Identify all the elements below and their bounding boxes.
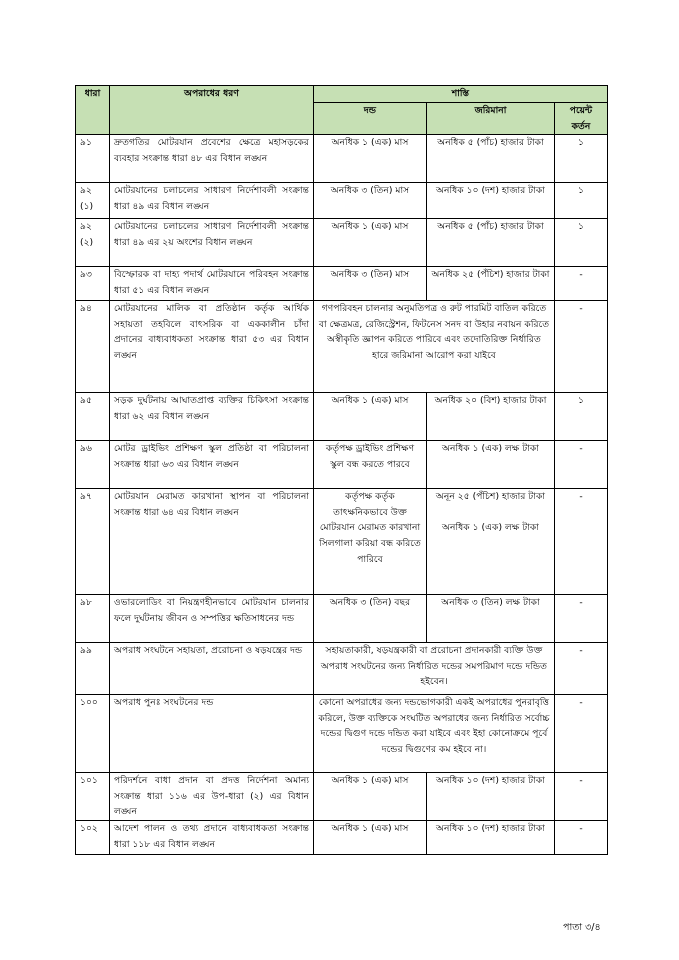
offense-cell: মোটরযান মেরামত কারখানা স্থাপন বা পরিচালনা সংক্রান্ত ধারা ৬৪ এর বিধান লঙ্ঘন bbox=[110, 489, 314, 595]
section-cell: ৯১ bbox=[76, 135, 110, 183]
offense-cell: মোটরযানের চলাচলের সাধারণ নির্দেশাবলী সংক্রান্ত ধারা ৪৯ এর ২য় অংশের বিধান লঙ্ঘন bbox=[110, 219, 314, 267]
table-row bbox=[76, 695, 608, 773]
points-cell: - bbox=[555, 441, 608, 489]
section-cell: ৯৯ bbox=[76, 643, 110, 695]
points-cell: - bbox=[555, 773, 608, 821]
page-number: পাতা ৩/৪ bbox=[563, 922, 601, 933]
section-cell: ৯৬ bbox=[76, 441, 110, 489]
offense-cell: পরিদর্শনে বাধা প্রদান বা প্রদত্ত নির্দেশনা অমান্য সংক্রান্ত ধারা ১১৬ এর উপ-ধারা (২) এর বিধান লঙ্ঘন bbox=[110, 773, 314, 821]
penalty-table bbox=[75, 85, 608, 855]
fine-cell: অনধিক ৫ (পাঁচ) হাজার টাকা bbox=[427, 219, 555, 267]
fine-cell: অনধিক ২০ (বিশ) হাজার টাকা bbox=[427, 393, 555, 441]
table-row bbox=[76, 267, 608, 301]
merged-penalty-cell: কোনো অপরাধের জন্য দন্ডভোগকারী একই অপরাধের পুনরাবৃত্তি করিলে, উক্ত ব্যক্তিকে সংঘটিত অপরাধের জন্য নির্ধারিত সর্বোচ্চ দন্ডের দ্বিগুণ দন্ডে দন্ডিত করা যাইবে এবং ইহা কোনোক্রমে পূর্বে দন্ডের দ্বিগুণের কম হইবে না। bbox=[314, 695, 555, 773]
fine-cell: অনধিক ১০ (দশ) হাজার টাকা bbox=[427, 183, 555, 219]
points-cell: - bbox=[555, 695, 608, 773]
table-row bbox=[76, 595, 608, 643]
merged-penalty-cell: গণপরিবহন চালনার অনুমতিপত্র ও রুট পারমিট বাতিল করিতে বা ক্ষেত্রমত্র, রেজিস্ট্রেশন, ফিটনেস সনদ বা উহার নবায়ন করিতে অস্বীকৃতি জ্ঞাপন করিতে পারিবে এবং তদোতিরিক্ত নির্ধারিত হারে জরিমানা আরোপ করা যাইবে bbox=[314, 301, 555, 393]
fine-cell: অনধিক ১ (এক) লক্ষ টাকা bbox=[427, 441, 555, 489]
header-fine: জরিমানা bbox=[427, 103, 555, 135]
section-cell: ৯৮ bbox=[76, 595, 110, 643]
offense-cell: মোটর ড্রাইভিং প্রশিক্ষণ স্কুল প্রতিষ্ঠা বা পরিচালনা সংক্রান্ত ধারা ৬৩ এর বিধান লঙ্ঘন bbox=[110, 441, 314, 489]
table-row bbox=[76, 773, 608, 821]
offense-cell: মোটরযানের মালিক বা প্রতিষ্ঠান কর্তৃক আর্থিক সহায়তা তহবিলে বাৎসরিক বা এককালীন চাঁদা প্রদানের বাধ্যবাধকতা সংক্রান্ত ধারা ৫৩ এর বিধান লঙ্ঘন bbox=[110, 301, 314, 393]
offense-cell: দ্রুতগতির মোটরযান প্রবেশের ক্ষেত্রে মহাসড়কের ব্যবহার সংক্রান্ত ধারা ৪৮ এর বিধান লঙ্ঘন bbox=[110, 135, 314, 183]
section-cell: ৯৪ bbox=[76, 301, 110, 393]
offense-cell: অপরাধ সংঘটনে সহায়তা, প্ররোচনা ও ষড়যন্ত্রের দন্ড bbox=[110, 643, 314, 695]
table-row bbox=[76, 135, 608, 183]
table-row bbox=[76, 219, 608, 267]
section-cell: ৯২ (১) bbox=[76, 183, 110, 219]
imprisonment-cell: অনধিক ১ (এক) মাস bbox=[314, 135, 427, 183]
fine-minimum: অনূন ২৫ (পঁচিশ) হাজার টাকা bbox=[435, 491, 546, 503]
points-cell: - bbox=[555, 821, 608, 855]
fine-cell: অনধিক ৩ (তিন) লক্ষ টাকা bbox=[427, 595, 555, 643]
offense-cell: অপরাধ পুনঃ সংঘটনের দন্ড bbox=[110, 695, 314, 773]
points-cell: ১ bbox=[555, 219, 608, 267]
points-cell: - bbox=[555, 489, 608, 595]
fine-cell: অনধিক ২৫ (পঁচিশ) হাজার টাকা bbox=[427, 267, 555, 301]
section-cell: ৯৩ bbox=[76, 267, 110, 301]
section-cell: ১০০ bbox=[76, 695, 110, 773]
imprisonment-cell: অনধিক ১ (এক) মাস bbox=[314, 393, 427, 441]
imprisonment-cell: অনধিক ৩ (তিন) বছর bbox=[314, 595, 427, 643]
fine-maximum: অনধিক ১ (এক) লক্ষ টাকা bbox=[442, 521, 539, 533]
offense-cell: আদেশ পালন ও তথ্য প্রদানে বাধ্যবাধকতা সংক্রান্ত ধারা ১১৮ এর বিধান লঙ্ঘন bbox=[110, 821, 314, 855]
imprisonment-cell: কর্তৃপক্ষ কর্তৃক তাৎক্ষনিকভাবে উক্ত মোটরযান মেরামত কারখানা সিলগালা করিয়া বন্ধ করিতে পারিবে bbox=[314, 489, 427, 595]
header-section: ধারা bbox=[76, 86, 110, 135]
header-offense-type: অপরাধের ধরণ bbox=[110, 86, 314, 135]
imprisonment-cell: অনধিক ১ (এক) মাস bbox=[314, 821, 427, 855]
table-row bbox=[76, 489, 608, 595]
section-cell: ৯২ (২) bbox=[76, 219, 110, 267]
table-row bbox=[76, 301, 608, 393]
imprisonment-cell: অনধিক ১ (এক) মাস bbox=[314, 773, 427, 821]
header-point-deduction: পয়েন্ট কর্তন bbox=[555, 103, 608, 135]
imprisonment-cell: অনধিক ৩ (তিন) মাস bbox=[314, 183, 427, 219]
points-cell: - bbox=[555, 643, 608, 695]
points-cell: ১ bbox=[555, 135, 608, 183]
imprisonment-cell: কর্তৃপক্ষ ড্রাইভিং প্রশিক্ষণ স্কুল বন্ধ করতে পারবে bbox=[314, 441, 427, 489]
fine-cell: অনধিক ১০ (দশ) হাজার টাকা bbox=[427, 773, 555, 821]
header-penalty: শাস্তি bbox=[314, 86, 608, 103]
table-row bbox=[76, 393, 608, 441]
offense-cell: বিস্ফোরক বা দাহ্য পদার্থ মোটরযানে পরিবহন সংক্রান্ত ধারা ৫১ এর বিধান লঙ্ঘন bbox=[110, 267, 314, 301]
offense-cell: সড়ক দুর্ঘটনায় আঘাতপ্রাপ্ত ব্যক্তির চিকিৎসা সংক্রান্ত ধারা ৬২ এর বিধান লঙ্ঘন bbox=[110, 393, 314, 441]
imprisonment-cell: অনধিক ৩ (তিন) মাস bbox=[314, 267, 427, 301]
points-cell: - bbox=[555, 267, 608, 301]
imprisonment-cell: অনধিক ১ (এক) মাস bbox=[314, 219, 427, 267]
table-row bbox=[76, 643, 608, 695]
table-row bbox=[76, 821, 608, 855]
offense-cell: মোটরযানের চলাচলের সাধারণ নির্দেশাবলী সংক্রান্ত ধারা ৪৯ এর বিধান লঙ্ঘন bbox=[110, 183, 314, 219]
fine-cell: অনধিক ১০ (দশ) হাজার টাকা bbox=[427, 821, 555, 855]
points-cell: ১ bbox=[555, 183, 608, 219]
fine-cell: অনধিক ৫ (পাঁচ) হাজার টাকা bbox=[427, 135, 555, 183]
table-row bbox=[76, 441, 608, 489]
header-imprisonment: দন্ড bbox=[314, 103, 427, 135]
section-cell: ৯৭ bbox=[76, 489, 110, 595]
points-cell: ১ bbox=[555, 393, 608, 441]
section-cell: ৯৫ bbox=[76, 393, 110, 441]
section-cell: ১০২ bbox=[76, 821, 110, 855]
section-cell: ১০১ bbox=[76, 773, 110, 821]
points-cell: - bbox=[555, 301, 608, 393]
offense-cell: ওভারলোডিং বা নিয়ন্ত্রণহীনভাবে মোটরযান চালনার ফলে দুর্ঘটনায় জীবন ও সম্পত্তির ক্ষতিসাধনের দন্ড bbox=[110, 595, 314, 643]
merged-penalty-cell: সহায়তাকারী, ষড়যন্ত্রকারী বা প্ররোচনা প্রদানকারী ব্যক্তি উক্ত অপরাধ সংঘটনের জন্য নির্ধারিত দন্ডের সমপরিমাণ দন্ডে দন্ডিত হইবেন। bbox=[314, 643, 555, 695]
fine-cell bbox=[427, 489, 555, 595]
table-row bbox=[76, 183, 608, 219]
points-cell: - bbox=[555, 595, 608, 643]
